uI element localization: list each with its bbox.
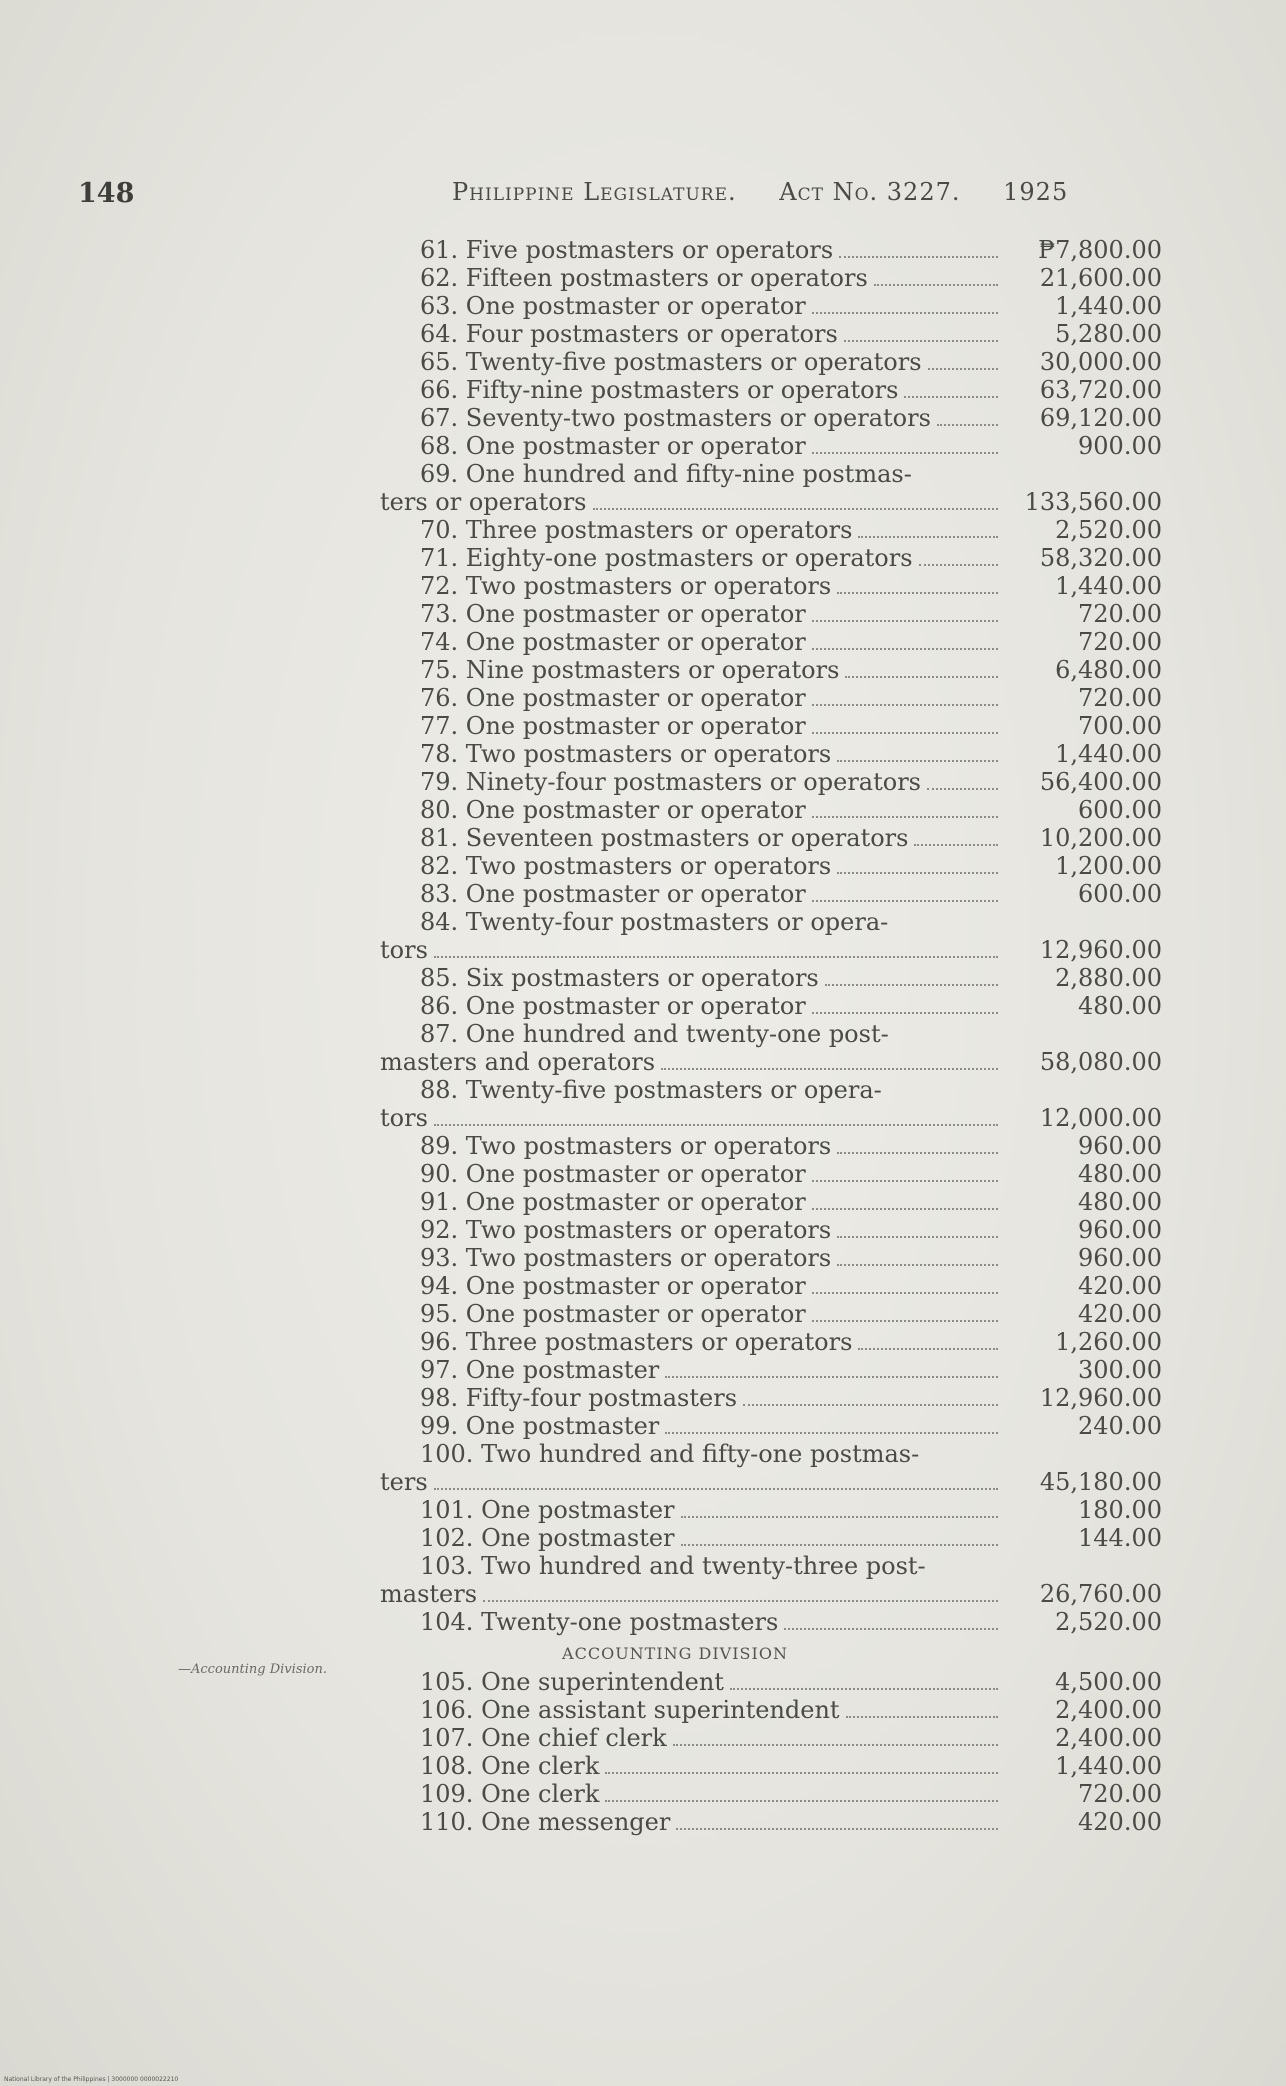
item-amount: 1,260.00 [1055,1328,1162,1356]
item-row [380,712,1162,740]
running-head-year: 1925 [1003,178,1069,206]
item-amount: 480.00 [1078,1160,1162,1188]
dot-leader [812,1188,998,1210]
dot-leader [483,1580,998,1602]
item-row [380,1216,1162,1244]
item-row [380,1160,1162,1188]
item-amount: 1,440.00 [1055,740,1162,768]
item-row [380,796,1162,824]
item-description: 80. One postmaster or operator [420,796,806,824]
item-amount: 700.00 [1078,712,1162,740]
item-row [380,488,1162,516]
margin-note: —Accounting Division. [178,1662,327,1677]
item-row [380,544,1162,572]
item-amount: 2,880.00 [1055,964,1162,992]
item-description: 62. Fifteen postmasters or operators [420,264,868,292]
item-row [380,1496,1162,1524]
dot-leader [434,936,998,958]
item-amount: 720.00 [1078,1780,1162,1808]
item-row [380,1780,1162,1808]
item-description: 97. One postmaster [420,1356,660,1384]
item-amount: 960.00 [1078,1244,1162,1272]
item-description: 78. Two postmasters or operators [420,740,832,768]
dot-leader [858,516,998,538]
dot-leader [928,348,998,370]
item-row [380,656,1162,684]
dot-leader [844,320,998,342]
item-amount: 720.00 [1078,684,1162,712]
item-description: 108. One clerk [420,1752,600,1780]
item-description: 63. One postmaster or operator [420,292,806,320]
item-amount: 480.00 [1078,1188,1162,1216]
item-amount: 900.00 [1078,432,1162,460]
item-amount: 2,520.00 [1055,516,1162,544]
item-row [380,1696,1162,1724]
item-continuation: ters [380,1468,428,1496]
item-row [380,992,1162,1020]
dot-leader [812,1272,998,1294]
item-row [380,908,1162,936]
item-amount: 1,200.00 [1055,852,1162,880]
running-head-title: Philippine Legislature. [452,178,737,206]
item-amount: 2,400.00 [1055,1696,1162,1724]
item-row [380,572,1162,600]
item-row [380,1076,1162,1104]
item-continuation: ters or operators [380,488,587,516]
dot-leader [837,1244,998,1266]
item-description: 101. One postmaster [420,1496,675,1524]
running-head [452,178,1068,206]
dot-leader [665,1412,998,1434]
item-description: 69. One hundred and fifty-nine postmas- [420,460,912,488]
item-row [380,1328,1162,1356]
item-row [380,264,1162,292]
item-row [380,1724,1162,1752]
dot-leader [914,824,998,846]
item-description: 61. Five postmasters or operators [420,236,834,264]
dot-leader [681,1496,998,1518]
item-row [380,1104,1162,1132]
item-description: 86. One postmaster or operator [420,992,806,1020]
item-description: 102. One postmaster [420,1524,675,1552]
item-description: 104. Twenty-one postmasters [420,1608,779,1636]
dot-leader [665,1356,998,1378]
item-amount: 720.00 [1078,628,1162,656]
item-row [380,1752,1162,1780]
item-description: 70. Three postmasters or operators [420,516,853,544]
item-amount: 480.00 [1078,992,1162,1020]
item-amount: 12,960.00 [1039,1384,1162,1412]
dot-leader [593,488,999,510]
item-description: 87. One hundred and twenty-one post- [420,1020,889,1048]
item-row [380,1412,1162,1440]
dot-leader [846,1696,998,1718]
dot-leader [812,1160,998,1182]
item-amount: 10,200.00 [1039,824,1162,852]
item-description: 109. One clerk [420,1780,600,1808]
dot-leader [937,404,998,426]
item-row [380,236,1162,264]
item-amount: 56,400.00 [1039,768,1162,796]
item-row [380,880,1162,908]
item-row [380,516,1162,544]
item-row [380,1468,1162,1496]
item-amount: 2,520.00 [1055,1608,1162,1636]
item-description: 88. Twenty-five postmasters or opera- [420,1076,882,1104]
item-row [380,824,1162,852]
item-description: 107. One chief clerk [420,1724,667,1752]
dot-leader [812,1300,998,1322]
item-row [380,320,1162,348]
item-description: 93. Two postmasters or operators [420,1244,832,1272]
item-description: 85. Six postmasters or operators [420,964,819,992]
dot-leader [605,1780,998,1802]
item-amount: 960.00 [1078,1216,1162,1244]
item-row [380,684,1162,712]
item-description: 106. One assistant superintendent [420,1696,840,1724]
item-description: 94. One postmaster or operator [420,1272,806,1300]
item-amount: 133,560.00 [1024,488,1162,516]
section-heading: ACCOUNTING DIVISION [562,1644,788,1663]
dot-leader [681,1524,998,1546]
item-amount: 600.00 [1078,796,1162,824]
dot-leader [812,600,998,622]
item-amount: 180.00 [1078,1496,1162,1524]
dot-leader [825,964,998,986]
item-description: 72. Two postmasters or operators [420,572,832,600]
item-row [380,740,1162,768]
item-description: 73. One postmaster or operator [420,600,806,628]
item-description: 76. One postmaster or operator [420,684,806,712]
item-amount: 2,400.00 [1055,1724,1162,1752]
dot-leader [927,768,998,790]
page-number: 148 [78,178,135,209]
item-row [380,1384,1162,1412]
item-amount: 1,440.00 [1055,1752,1162,1780]
item-description: 71. Eighty-one postmasters or operators [420,544,913,572]
item-row [380,1552,1162,1580]
item-amount: 420.00 [1078,1808,1162,1836]
item-description: 83. One postmaster or operator [420,880,806,908]
item-description: 82. Two postmasters or operators [420,852,832,880]
item-description: 89. Two postmasters or operators [420,1132,832,1160]
item-description: 68. One postmaster or operator [420,432,806,460]
dot-leader [784,1608,998,1630]
item-description: 96. Three postmasters or operators [420,1328,853,1356]
item-description: 67. Seventy-two postmasters or operators [420,404,931,432]
dot-leader [605,1752,998,1774]
item-amount: 12,000.00 [1039,1104,1162,1132]
item-description: 99. One postmaster [420,1412,660,1440]
item-row [380,1300,1162,1328]
item-row [380,404,1162,432]
dot-leader [743,1384,998,1406]
item-description: 79. Ninety-four postmasters or operators [420,768,921,796]
item-row [380,376,1162,404]
item-continuation: masters [380,1580,478,1608]
item-amount: 300.00 [1078,1356,1162,1384]
appropriation-list [380,236,1162,1836]
item-description: 103. Two hundred and twenty-three post- [420,1552,926,1580]
item-continuation: masters and operators [380,1048,656,1076]
dot-leader [919,544,998,566]
item-row [380,964,1162,992]
item-amount: 45,180.00 [1039,1468,1162,1496]
dot-leader [812,432,998,454]
item-amount: 144.00 [1078,1524,1162,1552]
item-row [380,1580,1162,1608]
item-description: 77. One postmaster or operator [420,712,806,740]
item-amount: 960.00 [1078,1132,1162,1160]
dot-leader [676,1808,998,1830]
item-amount: 1,440.00 [1055,292,1162,320]
item-description: 74. One postmaster or operator [420,628,806,656]
item-amount: 69,120.00 [1039,404,1162,432]
item-row [380,628,1162,656]
item-amount: 600.00 [1078,880,1162,908]
dot-leader [812,880,998,902]
dot-leader [874,264,998,286]
dot-leader [434,1468,998,1490]
running-head-act: Act No. 3227. [779,178,961,206]
dot-leader [673,1724,998,1746]
item-row [380,1020,1162,1048]
item-amount: 420.00 [1078,1300,1162,1328]
dot-leader [839,236,998,258]
item-description: 64. Four postmasters or operators [420,320,838,348]
item-description: 100. Two hundred and fifty-one postmas- [420,1440,920,1468]
item-row [380,1608,1162,1636]
dot-leader [661,1048,998,1070]
item-description: 66. Fifty-nine postmasters or operators [420,376,899,404]
item-description: 75. Nine postmasters or operators [420,656,840,684]
dot-leader [812,712,998,734]
item-description: 91. One postmaster or operator [420,1188,806,1216]
item-amount: 4,500.00 [1055,1668,1162,1696]
item-description: 110. One messenger [420,1808,671,1836]
item-row [380,1440,1162,1468]
item-amount: 12,960.00 [1039,936,1162,964]
item-row [380,768,1162,796]
item-row [380,852,1162,880]
dot-leader [837,740,998,762]
item-row [380,460,1162,488]
item-description: 98. Fifty-four postmasters [420,1384,738,1412]
dot-leader [730,1668,998,1690]
dot-leader [812,796,998,818]
item-row [380,1244,1162,1272]
item-amount: 5,280.00 [1055,320,1162,348]
item-amount: 26,760.00 [1039,1580,1162,1608]
item-row [380,292,1162,320]
item-row [380,1808,1162,1836]
dot-leader [837,1216,998,1238]
dot-leader [812,684,998,706]
dot-leader [812,992,998,1014]
item-amount: 30,000.00 [1039,348,1162,376]
item-row [380,936,1162,964]
item-amount: 58,080.00 [1039,1048,1162,1076]
item-description: 95. One postmaster or operator [420,1300,806,1328]
item-row [380,1524,1162,1552]
dot-leader [837,852,998,874]
item-row [380,1188,1162,1216]
item-row [380,1668,1162,1696]
item-amount: 21,600.00 [1039,264,1162,292]
item-amount: 58,320.00 [1039,544,1162,572]
item-row [380,1356,1162,1384]
item-row [380,1132,1162,1160]
item-description: 65. Twenty-five postmasters or operators [420,348,922,376]
dot-leader [904,376,998,398]
dot-leader [812,628,998,650]
dot-leader [434,1104,998,1126]
dot-leader [837,1132,998,1154]
item-description: 90. One postmaster or operator [420,1160,806,1188]
item-row [380,1272,1162,1300]
item-row [380,348,1162,376]
item-amount: 63,720.00 [1039,376,1162,404]
dot-leader [845,656,998,678]
item-continuation: tors [380,1104,428,1132]
item-amount: 1,440.00 [1055,572,1162,600]
item-row [380,432,1162,460]
item-row [380,600,1162,628]
item-amount: 720.00 [1078,600,1162,628]
item-description: 81. Seventeen postmasters or operators [420,824,909,852]
item-amount: 6,480.00 [1055,656,1162,684]
item-amount: ₱7,800.00 [1038,236,1162,264]
item-description: 84. Twenty-four postmasters or opera- [420,908,889,936]
item-description: 92. Two postmasters or operators [420,1216,832,1244]
item-continuation: tors [380,936,428,964]
item-amount: 420.00 [1078,1272,1162,1300]
dot-leader [812,292,998,314]
dot-leader [858,1328,998,1350]
item-amount: 240.00 [1078,1412,1162,1440]
item-row [380,1048,1162,1076]
dot-leader [837,572,998,594]
item-description: 105. One superintendent [420,1668,724,1696]
footer-strip: National Library of the Philippines | 3000000 0000022210 [4,2076,179,2083]
